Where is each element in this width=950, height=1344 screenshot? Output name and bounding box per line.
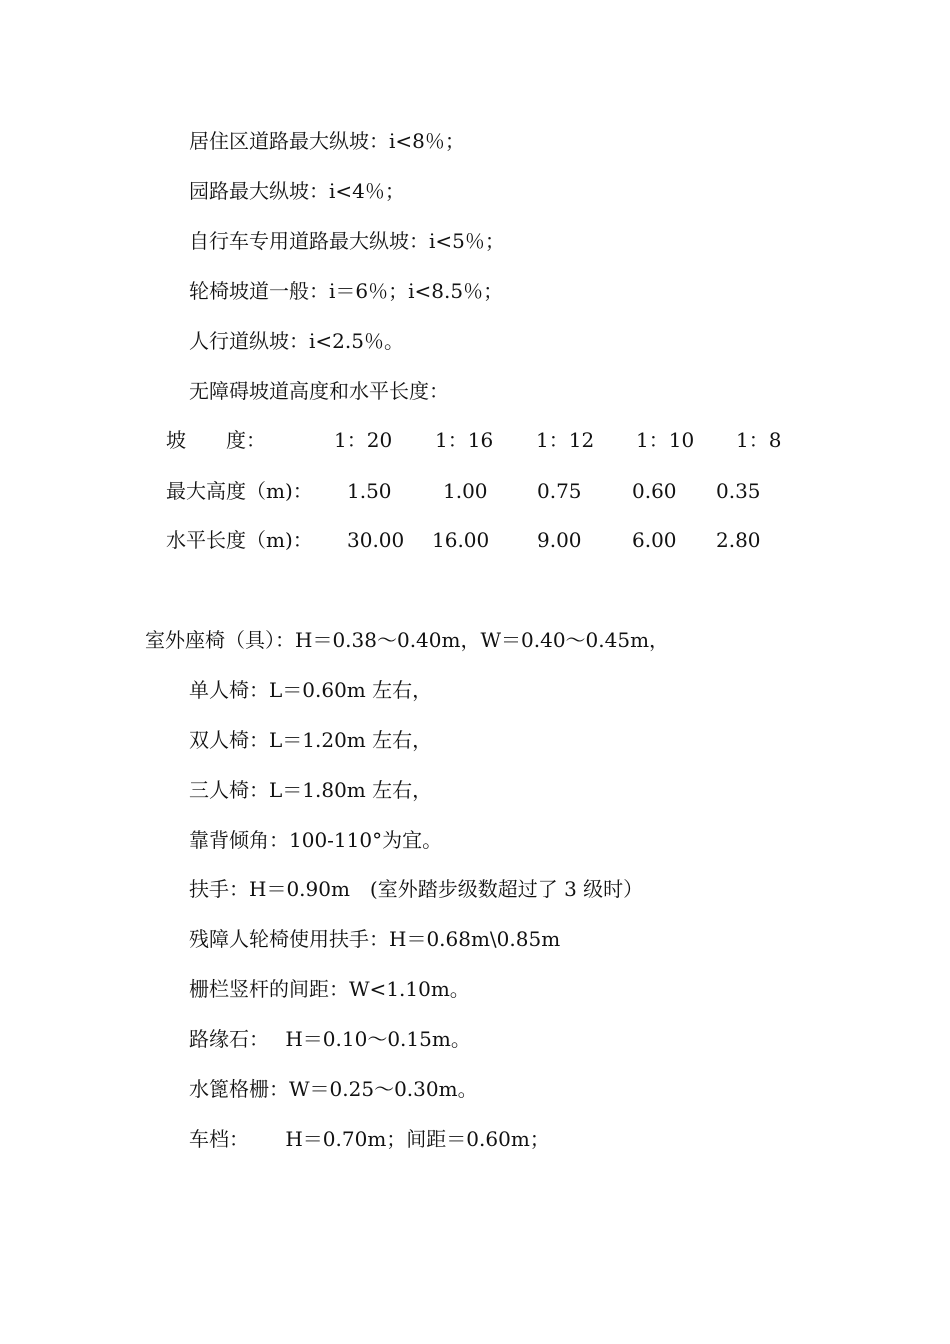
item-wheelchair-handrail: 残障人轮椅使用扶手：H＝0.68m\0.85m	[189, 927, 561, 951]
ramp-cell: 6.00	[632, 528, 677, 552]
item-car-stop: 车档： H＝0.70m；间距＝0.60m；	[189, 1127, 550, 1151]
item-curb: 路缘石： H＝0.10～0.15m。	[189, 1027, 471, 1051]
item-handrail: 扶手：H＝0.90m (室外踏步级数超过了 3 级时）	[189, 877, 644, 901]
ramp-cell: 1.50	[347, 479, 392, 503]
ramp-table-title: 无障碍坡道高度和水平长度：	[189, 379, 449, 403]
item-railing-spacing: 栅栏竖杆的间距：W<1.10m。	[189, 977, 470, 1001]
ramp-cell: 0.35	[716, 479, 761, 503]
ramp-cell: 1：16	[435, 428, 494, 452]
item-triple-chair: 三人椅：L＝1.80m 左右，	[189, 778, 433, 802]
slope-line-residential: 居住区道路最大纵坡：i<8％；	[189, 129, 465, 153]
ramp-cell: 1：12	[536, 428, 595, 452]
slope-line-garden-path: 园路最大纵坡：i<4％；	[189, 179, 405, 203]
item-double-chair: 双人椅：L＝1.20m 左右，	[189, 728, 433, 752]
seating-title: 室外座椅（具）：H＝0.38～0.40m，W＝0.40～0.45m，	[145, 628, 670, 652]
ramp-row-label-slope: 坡 度：	[166, 428, 266, 452]
ramp-cell: 2.80	[716, 528, 761, 552]
slope-line-sidewalk: 人行道纵坡：i<2.5％。	[189, 329, 404, 353]
ramp-cell: 0.60	[632, 479, 677, 503]
item-backrest-angle: 靠背倾角：100-110°为宜。	[189, 828, 443, 852]
item-drain-grate: 水篦格栅：W＝0.25～0.30m。	[189, 1077, 478, 1101]
ramp-cell: 0.75	[537, 479, 582, 503]
ramp-cell: 16.00	[432, 528, 490, 552]
ramp-cell: 1：8	[736, 428, 782, 452]
slope-line-wheelchair: 轮椅坡道一般：i＝6％；i<8.5％；	[189, 279, 504, 303]
ramp-cell: 30.00	[347, 528, 405, 552]
slope-line-bicycle: 自行车专用道路最大纵坡：i<5％；	[189, 229, 505, 253]
ramp-cell: 1：20	[334, 428, 393, 452]
ramp-row-label-horizontal-length: 水平长度（m)：	[166, 528, 313, 552]
ramp-cell: 1：10	[636, 428, 695, 452]
item-single-chair: 单人椅：L＝0.60m 左右，	[189, 678, 433, 702]
ramp-row-label-max-height: 最大高度（m)：	[166, 479, 313, 503]
ramp-cell: 9.00	[537, 528, 582, 552]
ramp-cell: 1.00	[443, 479, 488, 503]
